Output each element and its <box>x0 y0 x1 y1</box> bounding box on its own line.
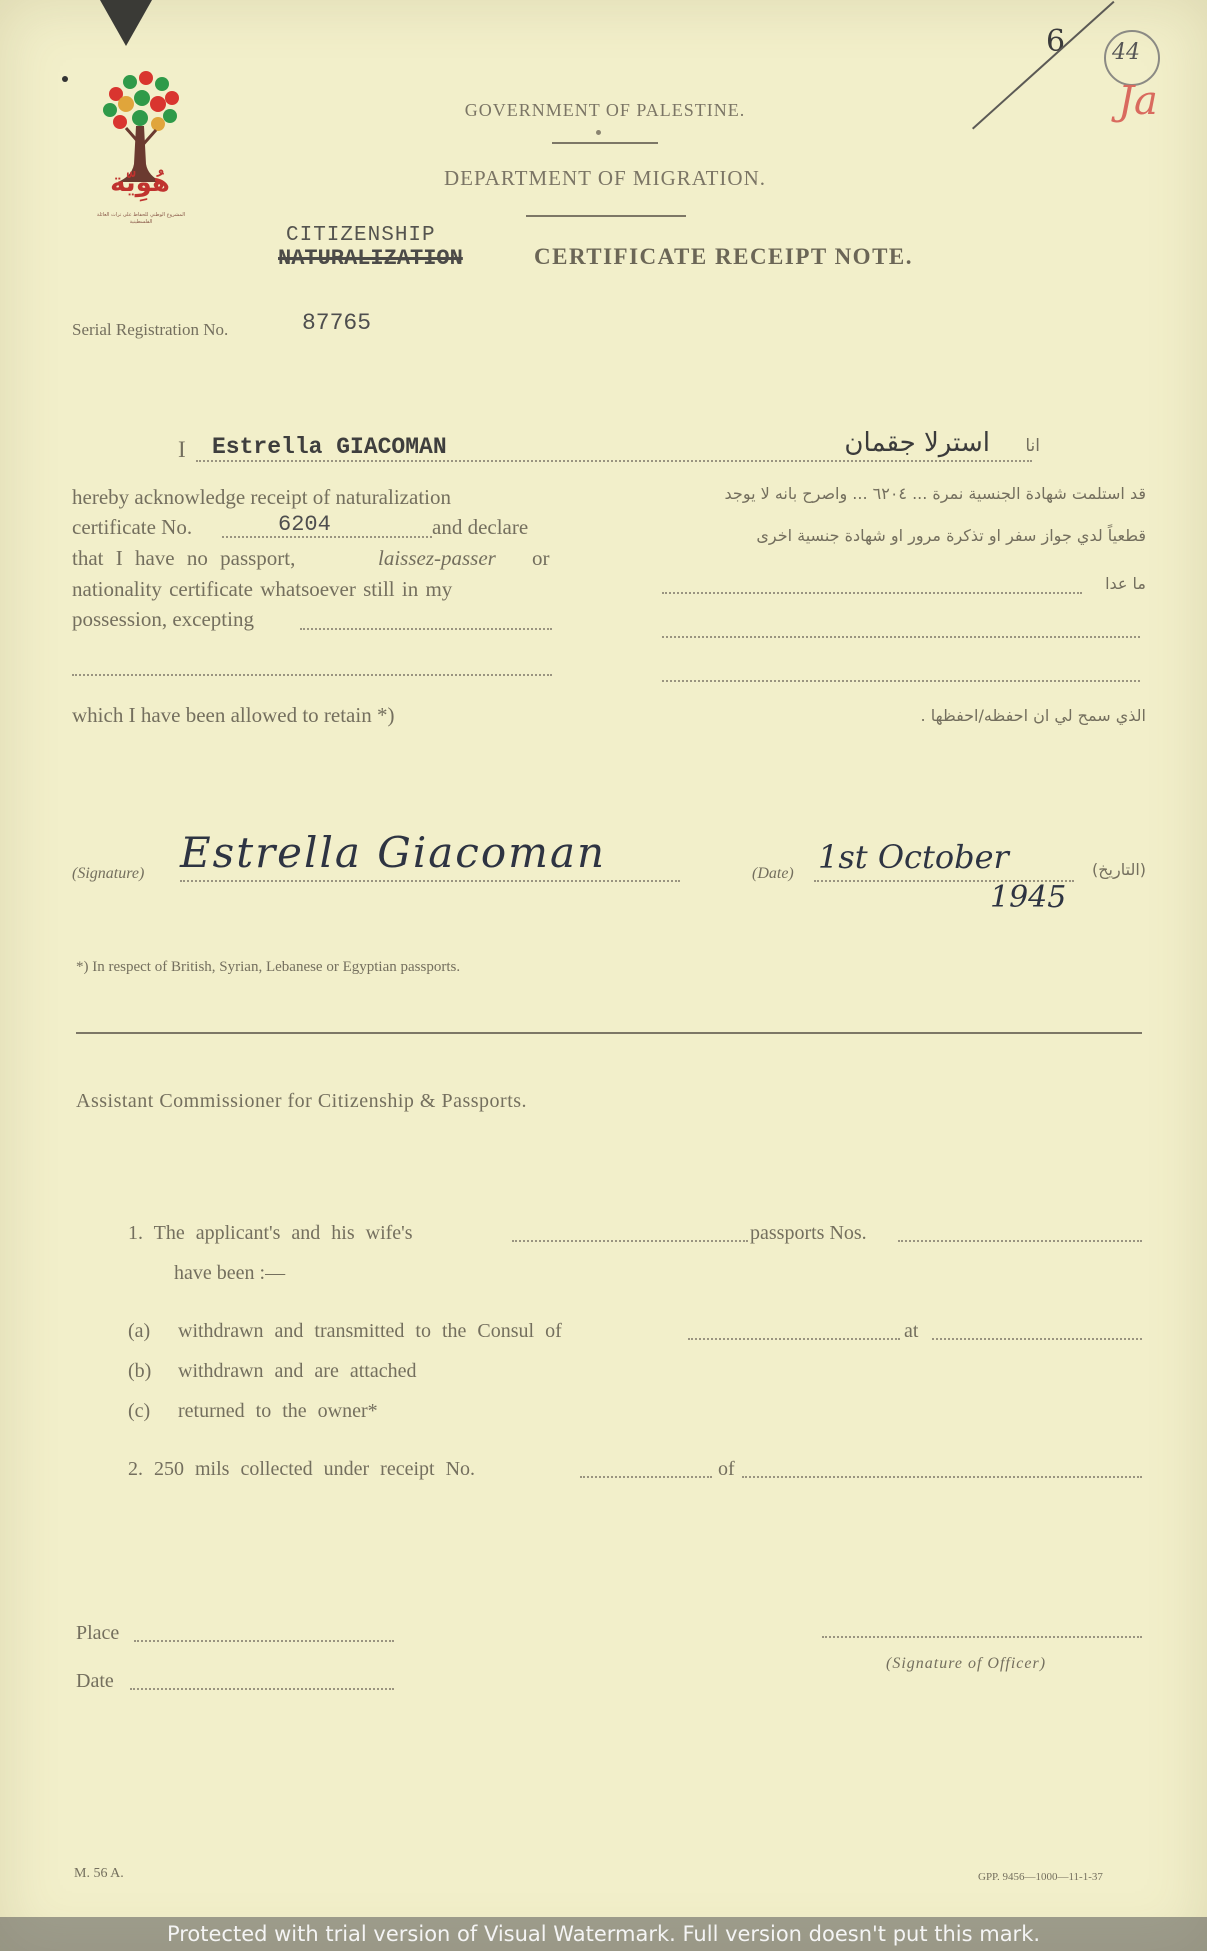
item-2-dots-a <box>580 1476 712 1478</box>
header-rule-short <box>552 142 658 144</box>
excepting-dots <box>300 628 552 630</box>
english-line-3-italic: laissez-passer <box>378 546 496 570</box>
form-code: M. 56 A. <box>74 1866 124 1881</box>
item-1-dots-a <box>512 1240 748 1242</box>
header-center-dot <box>596 130 601 135</box>
item-a-text: withdrawn and transmitted to the Consul of <box>178 1320 562 1342</box>
item-a-marker: (a) <box>128 1320 151 1342</box>
serial-label: Serial Registration No. <box>72 320 229 339</box>
corner-initials: Ja <box>1118 78 1158 124</box>
bottom-date-label: Date <box>76 1670 114 1692</box>
excepting-dots-2 <box>72 674 552 676</box>
item-a-dots-2 <box>932 1338 1142 1340</box>
citizenship-overtype: CITIZENSHIP <box>286 224 436 247</box>
corner-pencil-stroke <box>972 1 1115 130</box>
item-b-text: withdrawn and are attached <box>178 1360 417 1382</box>
item-1-have-been: have been :— <box>174 1262 286 1284</box>
arabic-retain-line: الذي سمح لي ان احفظه/احفظها . <box>920 706 1146 725</box>
declarant-arabic-name: استرلا جقمان <box>844 428 990 458</box>
retain-line: which I have been allowed to retain *) <box>72 703 395 727</box>
item-c-marker: (c) <box>128 1400 151 1422</box>
item-1-dots-b <box>898 1240 1142 1242</box>
commissioner-heading: Assistant Commissioner for Citizenship & Passports. <box>76 1090 528 1112</box>
english-line-2b: and declare <box>432 515 529 539</box>
handwritten-signature: Estrella Giacoman <box>180 828 607 877</box>
item-2-text: 2. 250 mils collected under receipt No. <box>128 1458 476 1480</box>
place-dots <box>134 1640 394 1642</box>
arabic-line-2: قطعياً لدي جواز سفر او تذكرة مرور او شهادة جنسية اخرى <box>756 526 1146 545</box>
english-line-4: nationality certificate whatsoever still in my <box>72 577 453 601</box>
officer-signature-dots <box>822 1636 1142 1638</box>
item-1-text: 1. The applicant's and his wife's <box>128 1222 413 1244</box>
department-heading: DEPARTMENT OF MIGRATION. <box>443 166 767 190</box>
document-title: CERTIFICATE RECEIPT NOTE. <box>534 244 913 269</box>
item-2-of: of <box>718 1458 735 1480</box>
logo-caption: المشروع الوطني للحفاظ على تراث العائلة الفلسطينية <box>96 212 186 225</box>
declarant-name: Estrella GIACOMAN <box>212 434 447 460</box>
item-1-passports: passports Nos. <box>750 1222 867 1244</box>
footnote: *) In respect of British, Syrian, Lebanese or Egyptian passports. <box>76 959 461 975</box>
trial-watermark-banner: Protected with trial version of Visual Watermark. Full version doesn't put this mark. <box>0 1917 1207 1951</box>
english-line-5: possession, excepting <box>72 607 254 631</box>
english-line-2a: certificate No. <box>72 515 193 539</box>
handwritten-date-1: 1st October <box>818 838 1009 876</box>
item-c-text: returned to the owner* <box>178 1400 378 1422</box>
heritage-tree-logo <box>96 64 184 234</box>
arabic-line-3: ما عدا <box>1105 574 1146 593</box>
struck-naturalization: NATURALIZATION <box>278 246 463 271</box>
declarant-arabic-prefix: انا <box>1025 436 1040 456</box>
small-dot <box>62 76 68 82</box>
english-line-1: hereby acknowledge receipt of naturalization <box>72 485 451 509</box>
english-line-3b: or <box>532 546 550 570</box>
place-label: Place <box>76 1622 120 1644</box>
government-heading: GOVERNMENT OF PALESTINE. <box>464 100 746 120</box>
certificate-number: 6204 <box>278 512 331 537</box>
declarant-prefix: I <box>178 437 186 462</box>
logo-arabic-wordmark: هُوِيّة <box>110 168 170 198</box>
item-b-marker: (b) <box>128 1360 152 1382</box>
bottom-date-dots <box>130 1688 394 1690</box>
arabic-date-label: (التاريخ) <box>1091 860 1146 879</box>
header-rule-long <box>526 215 686 217</box>
date-label: (Date) <box>752 865 794 882</box>
handwritten-date-2: 1945 <box>990 880 1067 915</box>
arabic-dots-1 <box>662 592 1082 594</box>
arabic-dots-2 <box>662 636 1140 638</box>
item-2-dots-b <box>742 1476 1142 1478</box>
circled-number-text: 44 <box>1112 40 1140 65</box>
item-a-dots-1 <box>688 1338 900 1340</box>
section-divider <box>76 1032 1142 1034</box>
corner-number: 6 <box>1046 24 1066 59</box>
signature-label: (Signature) <box>72 865 145 882</box>
arabic-line-1: قد استلمت شهادة الجنسية نمرة ... ٦٢٠٤ ... واصرح بانه لا يوجد <box>724 484 1146 503</box>
officer-signature-label: (Signature of Officer) <box>886 1655 1047 1672</box>
declarant-dotted-line <box>196 460 1032 462</box>
item-a-at: at <box>904 1320 919 1342</box>
print-code: GPP. 9456—1000—11-1-37 <box>978 1871 1103 1883</box>
arabic-dots-3 <box>662 680 1140 682</box>
corner-tear-mark <box>100 0 152 46</box>
serial-number: 87765 <box>302 310 372 336</box>
english-line-3a: that I have no passport, <box>72 546 296 570</box>
signature-dots <box>180 880 680 882</box>
